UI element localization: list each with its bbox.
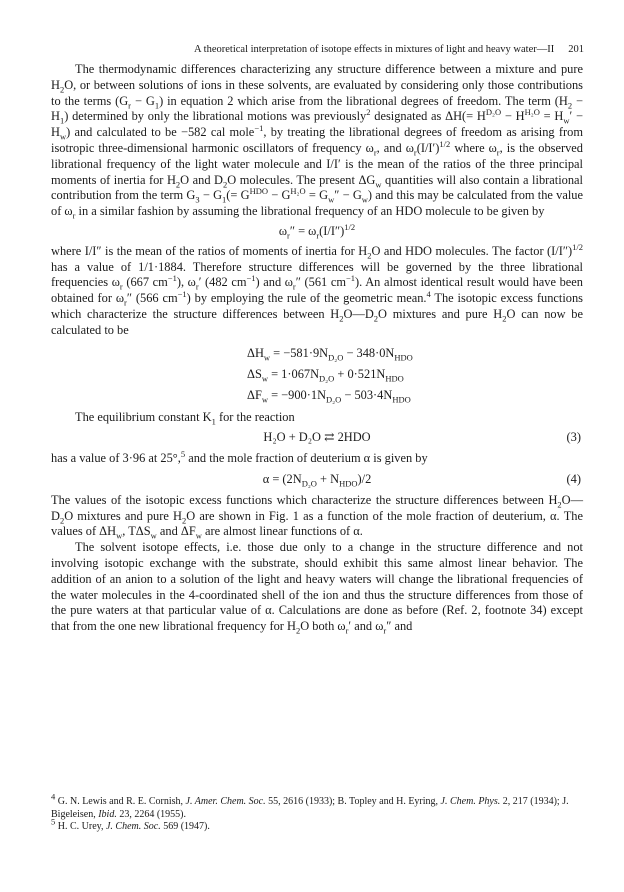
running-title: A theoretical interpretation of isotope effects in mixtures of light and heavy water—II <box>194 44 555 55</box>
paragraph-5: The values of the isotopic excess functions which characterize the structure differences between $H_2O—D_2O$ mixtures and pure $H_2O$ are shown in Fig. 1 as a function of the mole fraction of deuterium, α. The values of $\Delta H_w$, $T\Delta S_w$ and $\Delta F_w$ are almost linear functions of α. <box>51 492 583 541</box>
footnotes <box>51 791 583 834</box>
paragraph-4: has a value of 3·96 at 25°,$^5$ and the mole fraction of deuterium α is given by <box>51 449 428 466</box>
equation-delta-h: $\Delta H_w = -581\cdot 9N_{D_2O} - 348\cdot 0N_{HDO}$ <box>247 345 413 363</box>
body-text <box>51 62 583 635</box>
equation-number-4: (4) <box>566 471 581 486</box>
footnote-5: $^5$ H. C. Urey, J. Chem. Soc. 569 (1947). <box>51 816 210 833</box>
equation-omega: $\omega_r'' = \omega_r(I/I'')^{1/2}$ <box>278 221 356 241</box>
equation-delta-s: $\Delta S_w = 1\cdot 067N_{D_2O} + 0\cdot 521N_{HDO}$ <box>247 366 404 384</box>
paragraph-2: where I/I″ is the mean of the ratios of moments of inertia for $H_2O$ and HDO molecules. The factor $(I/I'')^{1/2}$ has a value of 1/1·1884. Therefore structure differences will be governed by the three librational frequencies $\omega_r$ (667 $cm^{-1}$), $\omega_r'$ (482 $cm^{-1}$) and $\omega_r''$ (561 $cm^{-1}$). An almost identical result would have been obtained for $\omega_r''$ (566 $cm^{-1}$) by employing the rule of the geometric mean.$^4$ The isotopic excess functions which characterize the structure differences between $H_2O—D_2O$ mixtures and pure $H_2O$ can now be calculated to be <box>51 241 584 337</box>
footnote-4: $^4$ G. N. Lewis and R. E. Cornish, J. Amer. Chem. Soc. 55, 2616 (1933); B. Topley and H. Eyring, J. Chem. Phys. 2, 217 (1934); J. Bigeleisen, Ibid. 23, 2264 (1955). <box>51 791 569 820</box>
equation-3: H₂O + D₂O ⇄ 2HDO (3) <box>263 430 581 445</box>
equation-delta-f: $\Delta F_w = -900\cdot 1N_{D_2O} - 503\cdot 4N_{HDO}$ <box>247 387 411 405</box>
page-number: 201 <box>568 44 584 55</box>
running-header <box>60 44 584 55</box>
paragraph-6: The solvent isotope effects, i.e. those due only to a change in the structure difference and not involving isotopic exchange with the substrate, should exhibit this same almost linear behavior. The addition of an anion to a solution of the light and heavy waters will change the librational frequencies of the water molecules in the 4-coordinated shell of the ion and thus the structure differences from those of the pure waters at that particular value of α. Calculations are done as before (Ref. 2, footnote 34) except that from the one new librational frequency for $H_2O$ both $\omega_r'$ and $\omega_r''$ and <box>51 540 583 636</box>
paragraph-1: The thermodynamic differences characterizing any structure difference between a mixture and pure $H_2O$, or between solutions of ions in these solvents, are evaluated by considering only those contributions to the terms $(G_r - G_1)$ in equation 2 which arise from the librational degrees of freedom. The term $(H_2 - H_1)$ determined by only the librational motions was previously$^2$ designated as $\Delta H(= H^{D_2O} - H^{H_2O} = H_w' - H_w)$ and calculated to be −582 cal mole$^{-1}$, by treating the librational degrees of freedom as arising from isotropic three-dimensional harmonic oscillators of frequency $\omega_r$, and $\omega_r(I/I')^{1/2}$ where $\omega_r$, is the observed librational frequency of the light water molecule and I/I′ is the mean of the ratios of the three principal moments of inertia for $H_2O$ and $D_2O$ molecules. The present $\Delta G_w$ quantities will also contain a librational contribution from the term $G_3 - G_1(= G^{HDO} - G^{H_2O} = G_w'' - G_w)$ and this may be calculated from the value of $\omega_r$ in a similar fashion by assuming the librational frequency of an HDO molecule to be given by <box>51 62 584 221</box>
excess-function-equations <box>247 343 583 406</box>
paragraph-3: The equilibrium constant $K_1$ for the reaction <box>75 409 295 427</box>
equation-4: $\alpha = (2N_{D_2O} + N_{HDO})/2$ (4) <box>262 471 581 489</box>
equation-number-3: (3) <box>566 430 581 445</box>
